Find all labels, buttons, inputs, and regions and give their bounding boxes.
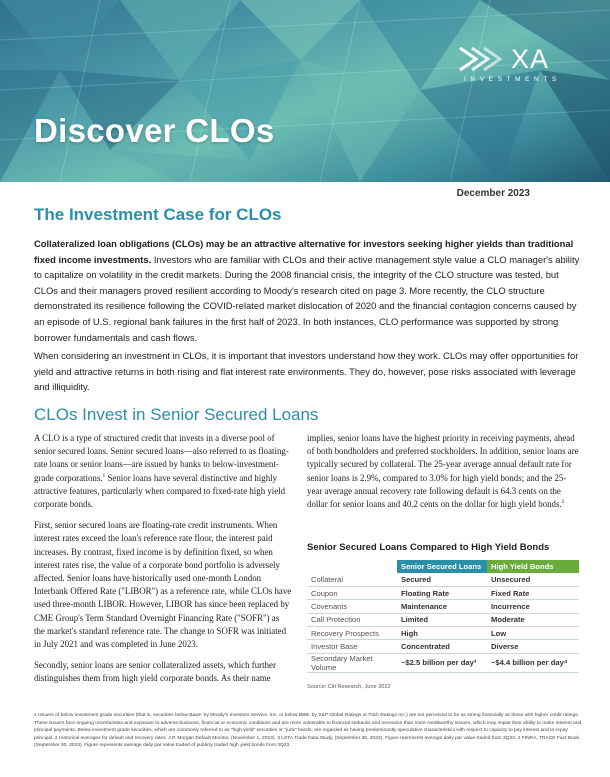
table-cell-senior-loans: Floating Rate (397, 586, 487, 599)
intro-paragraph (34, 236, 580, 345)
table-cell-label: Recovery Prospects (307, 627, 397, 640)
intro-bold-text: Collateralized loan obligations (CLOs) may be an attractive alternative for investors seeking higher yields than traditional fixed income investments. (34, 238, 574, 265)
table-row (307, 640, 579, 653)
table-cell-label: Investor Base (307, 640, 397, 653)
table-cell-high-yield: Low (487, 627, 579, 640)
right-column (307, 432, 579, 519)
publication-date: December 2023 (456, 188, 530, 199)
table-header-senior-loans: Senior Secured Loans (397, 560, 487, 573)
comparison-table (307, 560, 579, 673)
table-row (307, 600, 579, 613)
table-cell-label: Covenants (307, 600, 397, 613)
table-cell-label: Coupon (307, 586, 397, 599)
table-row (307, 613, 579, 626)
table-cell-high-yield: Moderate (487, 613, 579, 626)
table-cell-high-yield: Fixed Rate (487, 586, 579, 599)
table-cell-senior-loans: Concentrated (397, 640, 487, 653)
table-cell-label: Collateral (307, 573, 397, 586)
footnote-ref: 1 (102, 472, 106, 479)
left-column (34, 432, 292, 694)
table-cell-high-yield: ~$4.4 billion per day⁴ (487, 653, 579, 672)
table-cell-senior-loans: ~$2.5 billion per day³ (397, 653, 487, 672)
body-paragraph: First, senior secured loans are floating-rate credit instruments. When interest rates exceed the loan's reference rate floor, the interest paid increases. By contrast, fixed income is by definition fixed, so when interest rates rise, the value of a corporate bond portfolio is adversely affected. Senior loans have historically used one-month London Interbank Offered Rate ("LIBOR") as a reference rate, while CLOs have used three-month LIBOR. However, LIBOR has since been replaced by CME Group's Term Standard Overnight Financing Rate ("SOFR") as the market's standard reference rate. The change to SOFR was initiated in July 2021 and was completed in June 2023. (34, 520, 292, 650)
table-cell-high-yield: Diverse (487, 640, 579, 653)
logo-text: XA (511, 44, 550, 74)
paragraph-text: A CLO is a type of structured credit that invests in a diverse pool of senior secured loans. Senior secured loans—also referred to as floating-rate loans or senior loans—are issued by banks to below-investment-grade corporations. (34, 433, 289, 483)
xa-investments-logo (458, 42, 588, 88)
table-cell-senior-loans: Limited (397, 613, 487, 626)
hero-facet-pattern (0, 0, 610, 182)
body-paragraph (34, 432, 292, 511)
table-cell-senior-loans: High (397, 627, 487, 640)
hero-banner (0, 0, 610, 182)
table-row (307, 573, 579, 586)
table-cell-senior-loans: Maintenance (397, 600, 487, 613)
body-paragraph (307, 432, 579, 511)
paragraph-text: Senior loans have several distinctive and highly attractive features, particularly when compared to fixed-rate high yield corporate bonds. (34, 472, 286, 510)
table-cell-label: Call Protection (307, 613, 397, 626)
footnote-ref: 2 (561, 499, 565, 506)
table-row (307, 586, 579, 599)
table-header-row (307, 560, 579, 573)
section-heading-investment-case: The Investment Case for CLOs (34, 205, 282, 224)
logo-chevron-icon (458, 42, 510, 76)
table-row (307, 627, 579, 640)
table-row (307, 653, 579, 672)
table-header-high-yield: High Yield Bonds (487, 560, 579, 573)
intro-text: Investors who are familiar with CLOs and their active management style value a CLO manager's ability to capitalize on volatility in the credit markets. During the 2008 financial crisis, the integrity of the CLO structure was tested, but CLOs and their managers proved resilient according to Moody's research cited on page 3. More recently, the CLO structure demonstrated its resilience following the COVID-related market dislocation of 2020 and the financial contagion concerns caused by an episode of U.S. regional bank failures in the first half of 2023. In both instances, CLO performance was supported by strong borrower fundamentals and cash flows. (34, 253, 580, 343)
section-heading-senior-loans: CLOs Invest in Senior Secured Loans (34, 405, 319, 424)
logo-subtext: INVESTMENTS (464, 76, 561, 83)
table-cell-high-yield: Unsecured (487, 573, 579, 586)
body-paragraph: Secondly, senior loans are senior collateralized assets, which further distinguishes them from high yield corporate bonds. As their name (34, 660, 276, 684)
table-cell-label: Secondary Market Volume (307, 653, 397, 672)
considerations-paragraph: When considering an investment in CLOs, it is important that investors understand how they work. CLOs may offer opportunities for yield and attractive returns in both rising and flat interest rate environments. They do, however, pose risks associated with leverage and illiquidity. (34, 350, 579, 393)
footnotes: 1 Issuers of below investment grade securities (that is, securities below Baa3- by Moody's Investors Service, Inc. or below BBB- by S&P Global Ratings or Fitch Ratings Inc.) are not perceived to be as strong financially as those with higher credit ratings. These issuers face ongoing uncertainties and exposure to adverse business, financial or economic conditions and are more vulnerable to financial setbacks and recession than more creditworthy issuers, which may impair their ability to make interest and principal payments. Below investment grade securities, which are commonly referred to as "high-yield" securities or "junk" bonds, are regarded as having predominantly speculative characteristics with respect to capacity to pay interest and to repay principal. 2 Historical averages for default and recovery rates. J.P. Morgan Default Monitor, (November 1, 2023). 3 LSTA Trade Data Study, (September 30, 2023). Figure represents average daily par value traded from 3Q23. 4 FINRA, TRACE Fact Book, (September 30, 2023). Figure represents average daily par value traded of publicly traded high yield bonds from 3Q23. (34, 713, 582, 749)
table-source: Source: Citi Research, June 2022 (307, 684, 391, 690)
table-cell-high-yield: Incurrence (487, 600, 579, 613)
comparison-table-title: Senior Secured Loans Compared to High Yield Bonds (307, 542, 550, 553)
page-title: Discover CLOs (34, 112, 275, 149)
paragraph-text: implies, senior loans have the highest priority in receiving payments, ahead of both bondholders and preferred stockholders. In addition, senior loans are typically secured by collateral. The 25-year average annual default rate for senior loans is 2.9%, compared to 3.0% for high yield bonds; and the 25-year average annual recovery rate following default is 64.3 cents on the dollar for senior loans and 40.2 cents on the dollar for high yield bonds. (307, 433, 579, 510)
table-cell-senior-loans: Secured (397, 573, 487, 586)
table-header-blank (307, 560, 397, 573)
